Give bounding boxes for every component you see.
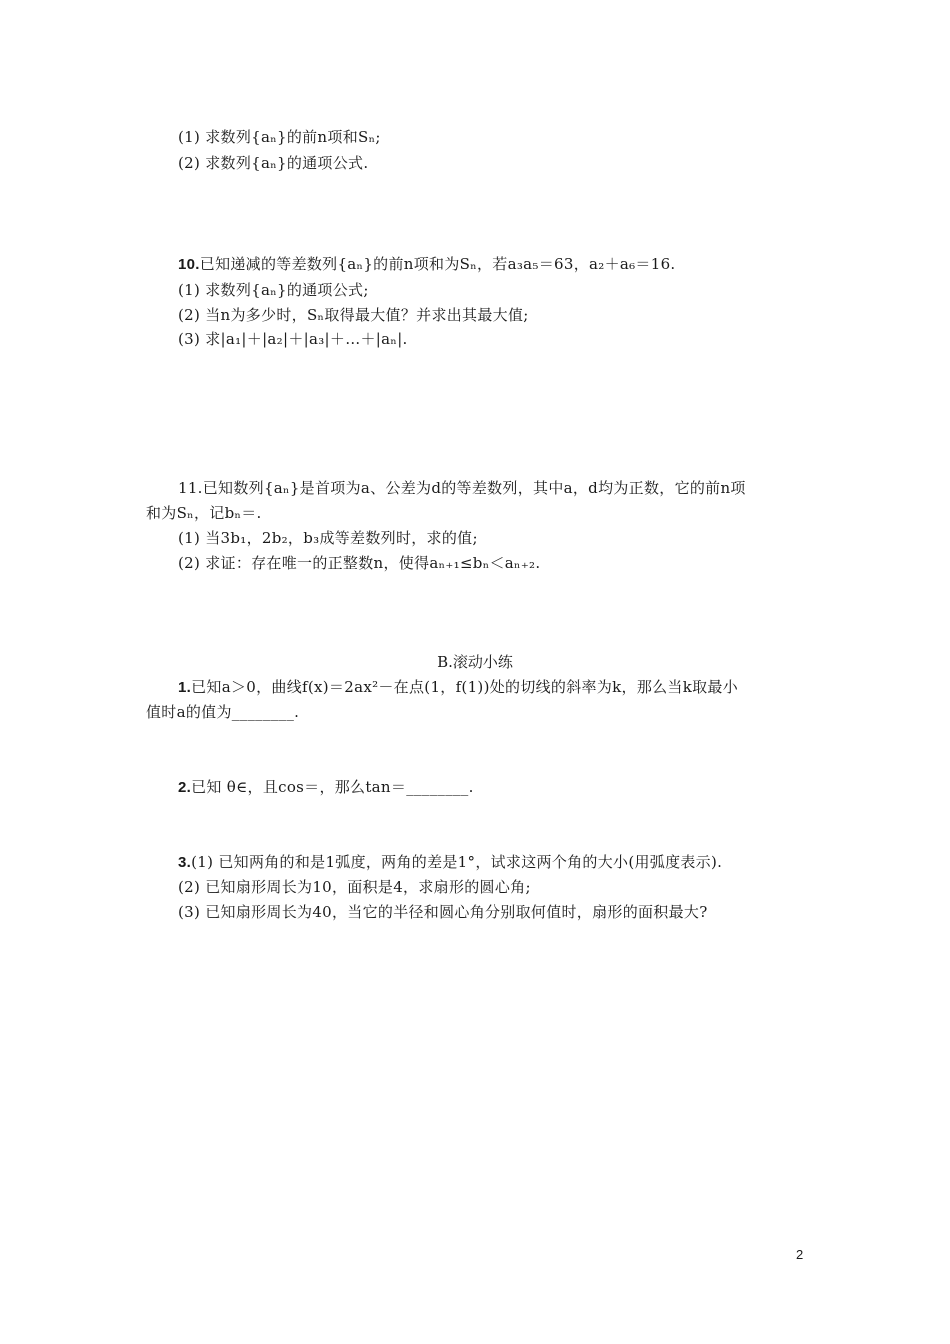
b-q2-text: 已知 θ∈，且cos＝，那么tan＝________.	[191, 778, 474, 796]
b-q3-part1: (1) 已知两角的和是1弧度，两角的差是1°，试求这两个角的大小(用弧度表示).	[191, 853, 723, 871]
b-q3-part2: (2) 已知扇形周长为10，面积是4，求扇形的圆心角;	[178, 878, 531, 896]
p11-part2: (2) 求证：存在唯一的正整数n，使得aₙ₊₁≤bₙ＜aₙ₊₂.	[178, 554, 541, 572]
p10-stem-text: 已知递减的等差数列{aₙ}的前n项和为Sₙ，若a₃a₅＝63，a₂＋a₆＝16.	[199, 255, 676, 273]
b-q3-line1	[178, 852, 722, 873]
b-q1-number: 1.	[178, 679, 192, 696]
b-q1-text: 已知a＞0，曲线f(x)＝2ax²－在点(1，f(1))处的切线的斜率为k，那么当k取最小	[191, 678, 739, 696]
section-b-title: B.滚动小练	[437, 653, 513, 671]
p11-stem-line1: 11.已知数列{aₙ}是首项为a、公差为d的等差数列，其中a，d均为正数，它的前n项	[178, 479, 746, 497]
p10-part1: (1) 求数列{aₙ}的通项公式;	[178, 281, 369, 299]
p9-part1: (1) 求数列{aₙ}的前n项和Sₙ;	[178, 128, 381, 146]
p10-stem	[178, 254, 675, 275]
p11-stem-line2: 和为Sₙ，记bₙ＝.	[146, 504, 262, 522]
b-q3-number: 3.	[178, 854, 192, 871]
b-q1-line2: 值时a的值为________.	[146, 703, 300, 721]
p10-number: 10.	[178, 256, 200, 273]
b-q2-number: 2.	[178, 779, 192, 796]
p10-part2: (2) 当n为多少时，Sₙ取得最大值？并求出其最大值;	[178, 306, 529, 324]
b-q1-line1	[178, 677, 738, 698]
p9-part2: (2) 求数列{aₙ}的通项公式.	[178, 154, 369, 172]
p10-part3: (3) 求|a₁|＋|a₂|＋|a₃|＋…＋|aₙ|.	[178, 330, 408, 348]
b-q3-part3: (3) 已知扇形周长为40，当它的半径和圆心角分别取何值时，扇形的面积最大?	[178, 903, 708, 921]
page-number: 2	[796, 1247, 804, 1262]
p11-part1: (1) 当3b₁，2b₂，b₃成等差数列时，求的值;	[178, 529, 478, 547]
b-q2	[178, 777, 474, 798]
